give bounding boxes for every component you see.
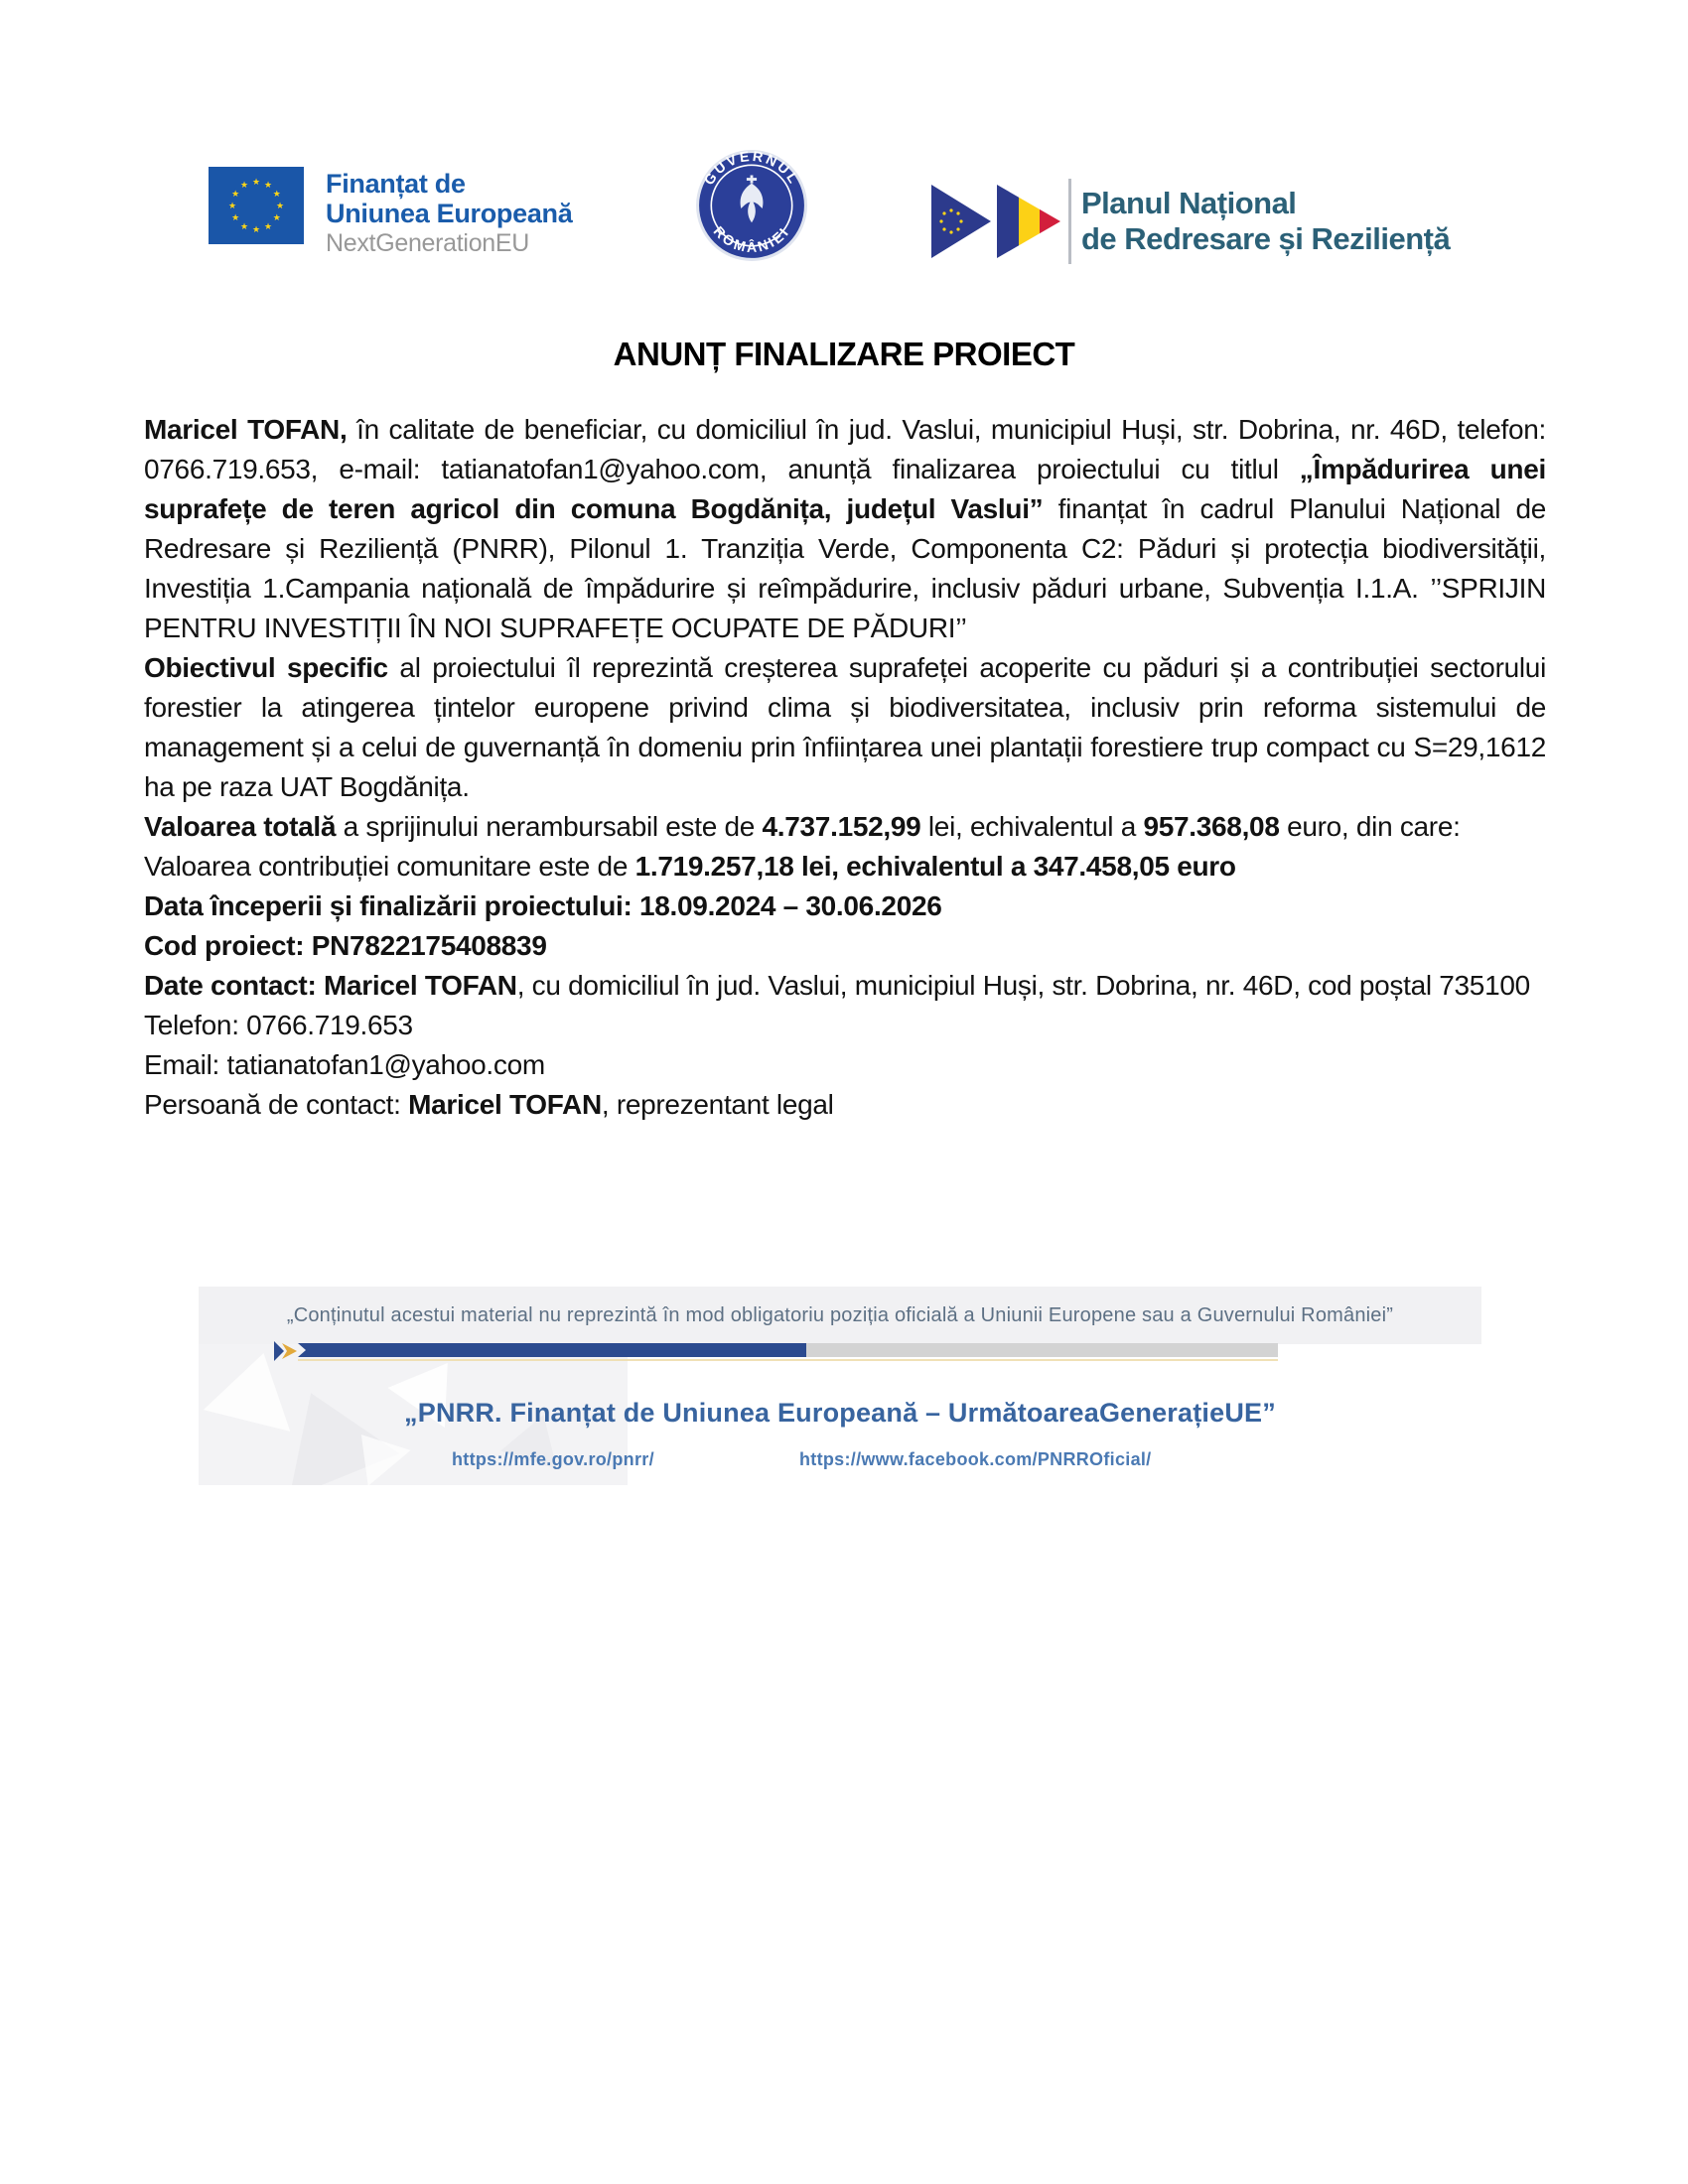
svg-text:★: ★: [251, 178, 261, 188]
eu-funding-logo: [209, 167, 572, 258]
paragraph-email: Email: tatianatofan1@yahoo.com: [144, 1049, 545, 1080]
footer-bar-gray: [806, 1343, 1278, 1357]
paragraph-objective: Obiectivul specific al proiectului îl reprezintă creșterea suprafeței acoperite cu păduri și a contribuției sectorului forestier la atingerea țintelor europene privind clima și biodiversitatea, inclusiv prin reforma sistemului de management și a celui de guvernanță în domeniu prin înființarea unei plantații forestiere trup compact cu S=29,1612 ha pe raza UAT Bogdănița.: [144, 652, 1546, 802]
pnrr-funding-statement: „PNRR. Finanțat de Uniunea Europeană – UrmătoareaGenerațieUE”: [404, 1398, 1276, 1428]
seal-text-top: GUVERNUL: [701, 149, 802, 189]
svg-text:★: ★: [263, 221, 273, 232]
page-title: ANUNȚ FINALIZARE PROIECT: [613, 336, 1075, 372]
footer-bar-navy: [298, 1343, 806, 1357]
eu-logo-line1: Finanțat de: [326, 169, 466, 199]
svg-text:★: ★: [272, 213, 281, 223]
seal-text-bottom: ROMÂNIEI: [709, 223, 794, 256]
pnrr-logo: [931, 179, 1450, 264]
footer-bar-gold-line: [298, 1359, 1278, 1361]
paragraph-contact-details: Date contact: Maricel TOFAN, cu domiciliul în jud. Vaslui, municipiul Huși, str. Dobrina, nr. 46D, cod poștal 735100: [144, 970, 1530, 1001]
svg-text:★: ★: [227, 202, 237, 211]
romanian-government-seal-icon: [695, 149, 808, 262]
footer-bar-arrow-icon: [274, 1340, 300, 1362]
svg-text:★: ★: [263, 181, 273, 191]
document-body: [144, 410, 1546, 1125]
paragraph-contact-person: Persoană de contact: Maricel TOFAN, reprezentant legal: [144, 1089, 834, 1120]
pnrr-logo-separator: [1068, 179, 1071, 264]
eu-logo-line3: NextGenerationEU: [326, 229, 530, 257]
eu-logo-line2: Uniunea Europeană: [326, 199, 573, 228]
mfe-gov-link[interactable]: https://mfe.gov.ro/pnrr/: [452, 1449, 654, 1469]
pnrr-eu-triangle-icon: [931, 185, 991, 258]
paragraph-beneficiary: Maricel TOFAN, în calitate de beneficiar, cu domiciliul în jud. Vaslui, municipiul Huși, str. Dobrina, nr. 46D, telefon: 0766.719.653, e-mail: tatianatofan1@yahoo.com, anunță finalizarea proiectului cu titlul „Împădurirea unei suprafețe de teren agricol din comuna Bogdănița, județul Vaslui” finanțat în cadrul Planului Național de Redresare și Reziliență (PNRR), Pilonul 1. Tranziția Verde, Componenta C2: Păduri și protecția biodiversității, Investiția 1.Campania națională de împădurire și reîmpădurire, inclusiv păduri urbane, Subvenția I.1.A. ’’SPRIJIN PENTRU INVESTIȚII ÎN NOI SUPRAFEȚE OCUPATE DE PĂDURI’’: [144, 414, 1546, 643]
svg-text:★: ★: [275, 202, 285, 211]
disclaimer-text: „Conținutul acestui material nu reprezintă în mod obligatoriu poziția oficială a Uniunii Europene sau a Guvernului României”: [286, 1303, 1394, 1326]
eu-flag-icon: [209, 167, 304, 244]
facebook-pnrr-link[interactable]: https://www.facebook.com/PNRROficial/: [799, 1449, 1152, 1469]
svg-text:★: ★: [231, 190, 240, 200]
svg-text:★: ★: [231, 213, 240, 223]
svg-text:★: ★: [251, 225, 261, 235]
pnrr-logo-line1: Planul Național: [1081, 186, 1297, 220]
pnrr-romania-triangle-icon: [997, 185, 1060, 258]
paragraph-project-code: Cod proiect: PN7822175408839: [144, 930, 547, 961]
disclaimer-band: [199, 1287, 1481, 1344]
svg-text:★: ★: [239, 221, 249, 232]
paragraph-phone: Telefon: 0766.719.653: [144, 1010, 413, 1040]
paragraph-total-value: Valoarea totală a sprijinului nerambursabil este de 4.737.152,99 lei, echivalentul a 957.368,08 euro, din care:: [144, 811, 1461, 842]
paragraph-community-contribution: Valoarea contribuției comunitare este de 1.719.257,18 lei, echivalentul a 347.458,05 euro: [144, 851, 1236, 882]
svg-text:★: ★: [272, 190, 281, 200]
svg-text:★: ★: [239, 181, 249, 192]
paragraph-project-dates: Data începerii și finalizării proiectului: 18.09.2024 – 30.06.2026: [144, 890, 942, 921]
pnrr-logo-line2: de Redresare și Reziliență: [1081, 221, 1451, 256]
